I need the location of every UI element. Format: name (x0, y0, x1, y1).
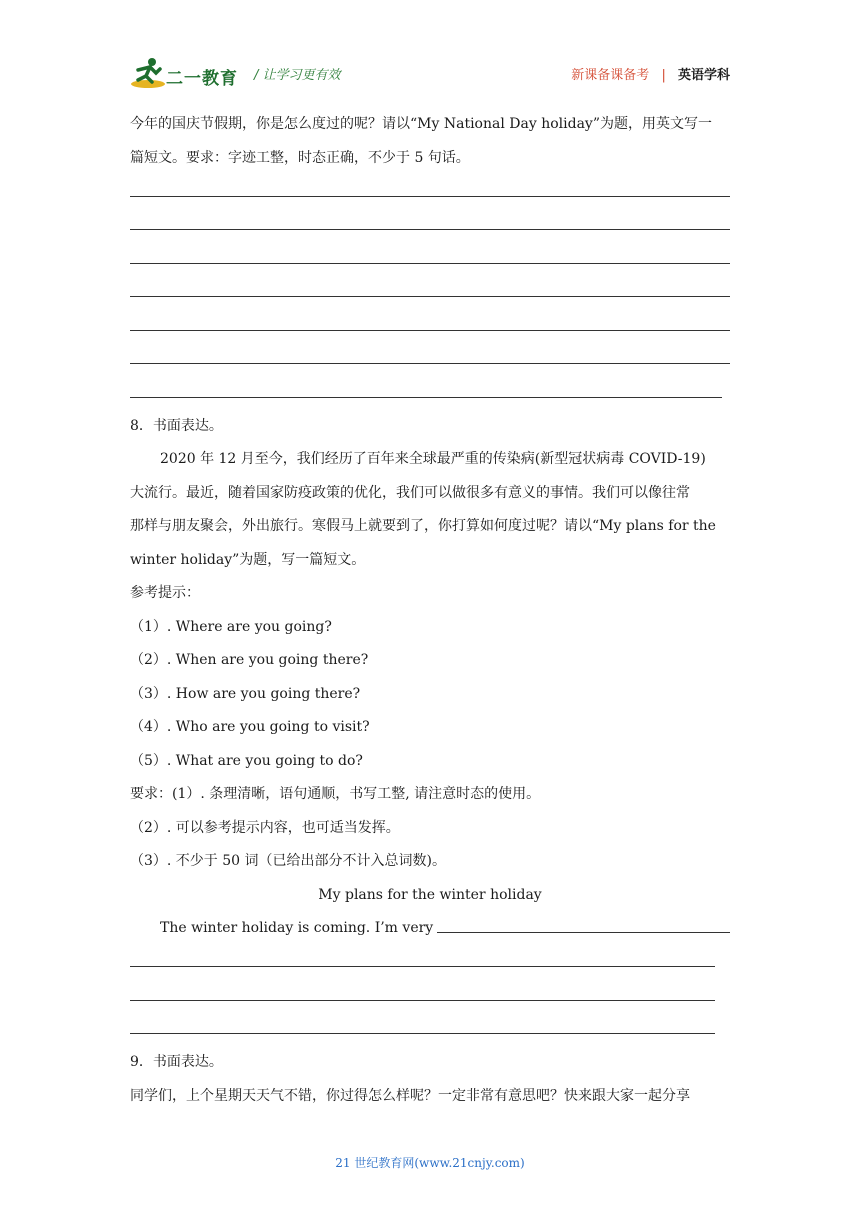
q8-para-line-1: 2020 年 12 月至今，我们经历了百年来全球最严重的传染病(新型冠状病毒 COVID-19) (160, 451, 706, 467)
q7-answer-line-6[interactable] (130, 343, 730, 377)
q8-requirement-2: （2）. 可以参考提示内容，也可适当发挥。 (130, 819, 400, 836)
q9-heading: 9．书面表达。 (130, 1054, 223, 1070)
q8-essay-start-line (130, 912, 730, 946)
q8-requirement-1: 要求：(1）. 条理清晰，语句通顺，书写工整, 请注意时态的使用。 (130, 786, 541, 802)
q7-prompt-line-2: 篇短文。要求：字迹工整，时态正确，不少于 5 句话。 (130, 149, 470, 166)
document-body (130, 108, 730, 1113)
runner-logo-icon (130, 56, 166, 90)
q8-hint-2: （2）. When are you going there? (130, 652, 369, 668)
q8-hint-4: （4）. Who are you going to visit? (130, 719, 370, 735)
q7-answer-line-7[interactable] (130, 376, 730, 410)
q7-prompt-line-1: 今年的国庆节假期，你是怎么度过的呢？请以“My National Day holiday”为题，用英文写一 (130, 116, 712, 132)
q8-heading: 8．书面表达。 (130, 417, 223, 434)
q7-answer-line-1[interactable] (130, 175, 730, 209)
q9-prompt-line-1: 同学们，上个星期天天气不错，你过得怎么样呢？一定非常有意思吧？快来跟大家一起分享 (130, 1087, 690, 1104)
q8-hint-5: （5）. What are you going to do? (130, 752, 363, 769)
q8-essay-start-text: The winter holiday is coming. I’m very (160, 920, 434, 936)
slogan: / 让学习更有效 (254, 68, 341, 83)
header-tags (571, 64, 730, 83)
q8-para-line-4: winter holiday”为题，写一篇短文。 (130, 551, 366, 568)
course-tag: 新课备课备考 (571, 68, 650, 83)
q8-para-line-2: 大流行。最近，随着国家防疫政策的优化，我们可以做很多有意义的事情。我们可以像往常 (130, 484, 690, 501)
q8-para-line-3: 那样与朋友聚会，外出旅行。寒假马上就要到了，你打算如何度过呢？请以“My plans for the (130, 518, 716, 534)
q7-answer-line-5[interactable] (130, 309, 730, 343)
page-footer: 21 世纪教育网(www.21cnjy.com) (335, 1156, 525, 1170)
subject-tag: 英语学科 (677, 68, 730, 83)
logo (130, 56, 248, 90)
q8-hint-1: （1）. Where are you going? (130, 618, 332, 635)
q8-essay-title: My plans for the winter holiday (318, 886, 542, 903)
q7-answer-line-2[interactable] (130, 209, 730, 243)
q8-requirement-3: （3）. 不少于 50 词（已给出部分不计入总词数)。 (130, 853, 446, 869)
q7-answer-line-4[interactable] (130, 276, 730, 310)
q8-inline-blank[interactable] (437, 931, 730, 933)
logo-text: 二一教育 (166, 69, 238, 89)
page-header (130, 56, 730, 92)
q8-hints-title: 参考提示： (130, 585, 200, 601)
tag-separator: | (661, 68, 666, 83)
q8-answer-line-1[interactable] (130, 946, 730, 980)
q8-hint-3: （3）. How are you going there? (130, 685, 361, 702)
q7-answer-line-3[interactable] (130, 242, 730, 276)
q8-answer-line-2[interactable] (130, 979, 730, 1013)
q8-answer-line-3[interactable] (130, 1013, 730, 1047)
